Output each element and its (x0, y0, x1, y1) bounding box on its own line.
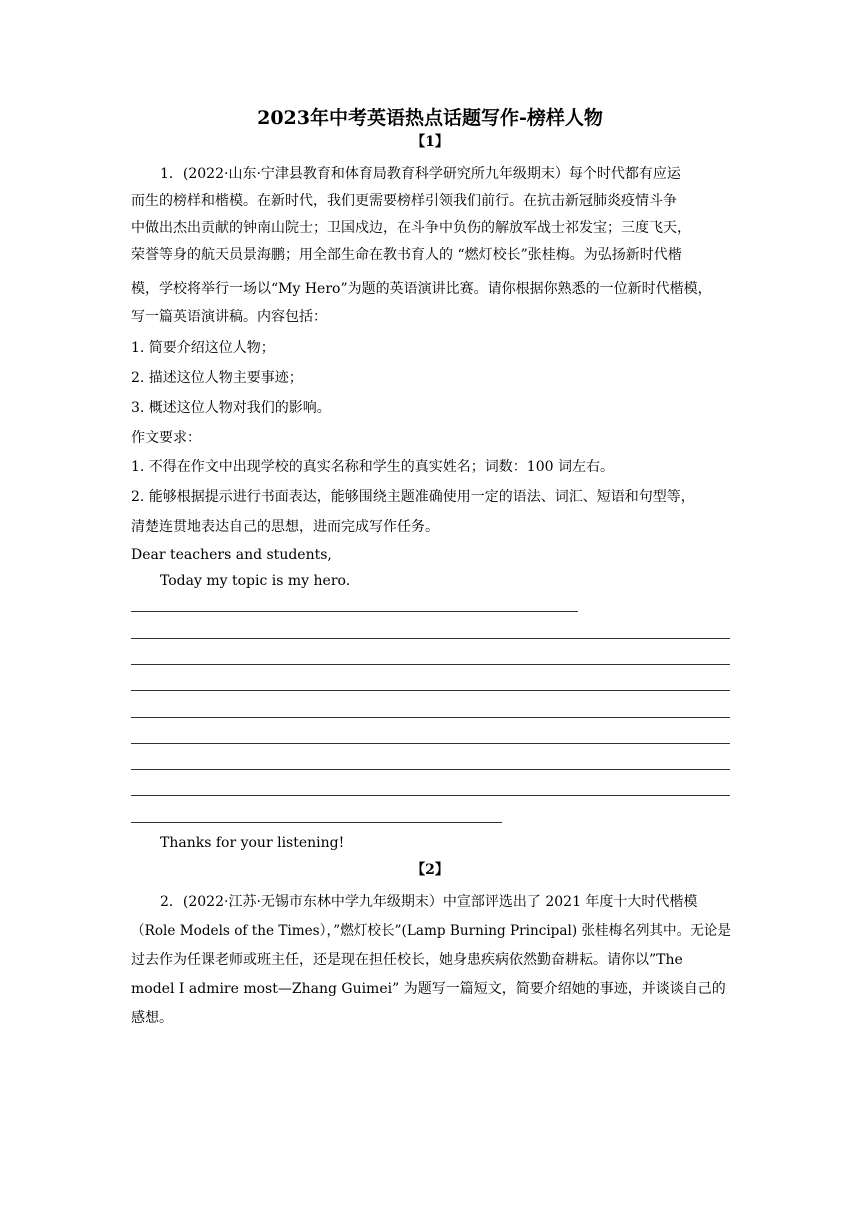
answer-line-6 (131, 743, 730, 744)
answer-line-5 (131, 717, 730, 718)
q1-line-6: 写一篇英语演讲稿。内容包括： (131, 309, 327, 325)
answer-line-2 (131, 638, 730, 639)
answer-line-7 (131, 769, 730, 770)
q2-line-4: model I admire most—Zhang Guimei” 为题写一篇短文，简要介绍她的事迹，并谈谈自己的 (131, 981, 726, 997)
q2-line-1: 2．(2022·江苏·无锡市东林中学九年级期末）中宣部评选出了 2021 年度十大时代楷模 (160, 894, 698, 910)
requirements-heading: 作文要求： (131, 430, 201, 446)
content-point-1: 1. 简要介绍这位人物； (131, 340, 275, 356)
q1-line-5: 模，学校将举行一场以“My Hero”为题的英语演讲比赛。请你根据你熟悉的一位新时代楷模， (131, 281, 712, 297)
q2-line-2: （Role Models of the Times），”燃灯校长”(Lamp Burning Principal) 张桂梅名列其中。无论是 (131, 923, 731, 939)
content-point-3: 3. 概述这位人物对我们的影响。 (131, 400, 331, 416)
q1-line-3: 中做出杰出贡献的钟南山院士；卫国戍边，在斗争中负伤的解放军战士祁发宝；三度飞天， (131, 220, 691, 236)
requirement-1: 1. 不得在作文中出现学校的真实名称和学生的真实姓名；词数：100 词左右。 (131, 459, 614, 475)
answer-line-3 (131, 664, 730, 665)
q1-line-2: 而生的榜样和楷模。在新时代，我们更需要榜样引领我们前行。在抗击新冠肺炎疫情斗争 (131, 193, 677, 209)
q1-line-1: 1．(2022·山东·宁津县教育和体育局教育科学研究所九年级期末）每个时代都有应运 (160, 166, 681, 182)
section-2-marker: 【2】 (411, 862, 449, 878)
content-point-2: 2. 描述这位人物主要事迹； (131, 370, 303, 386)
answer-line-4 (131, 690, 730, 691)
q2-line-3: 过去作为任课老师或班主任，还是现在担任校长，她身患疾病依然勤奋耕耘。请你以”The (131, 952, 683, 968)
letter-closing: Thanks for your listening! (160, 835, 345, 851)
letter-greeting: Dear teachers and students, (131, 547, 332, 563)
requirement-2: 2. 能够根据提示进行书面表达，能够围绕主题准确使用一定的语法、词汇、短语和句型等， (131, 489, 695, 505)
section-1-marker: 【1】 (411, 134, 449, 150)
letter-opening: Today my topic is my hero. (160, 573, 351, 589)
requirement-3: 清楚连贯地表达自己的思想，进而完成写作任务。 (131, 519, 439, 535)
answer-line-8 (131, 795, 730, 796)
q2-line-5: 感想。 (131, 1010, 173, 1026)
answer-line-1 (131, 611, 578, 612)
document-title: 2023年中考英语热点话题写作-榜样人物 (257, 107, 603, 129)
answer-line-9 (131, 822, 502, 823)
q1-line-4: 荣誉等身的航天员景海鹏；用全部生命在教书育人的 “燃灯校长”张桂梅。为弘扬新时代楷 (131, 247, 682, 263)
